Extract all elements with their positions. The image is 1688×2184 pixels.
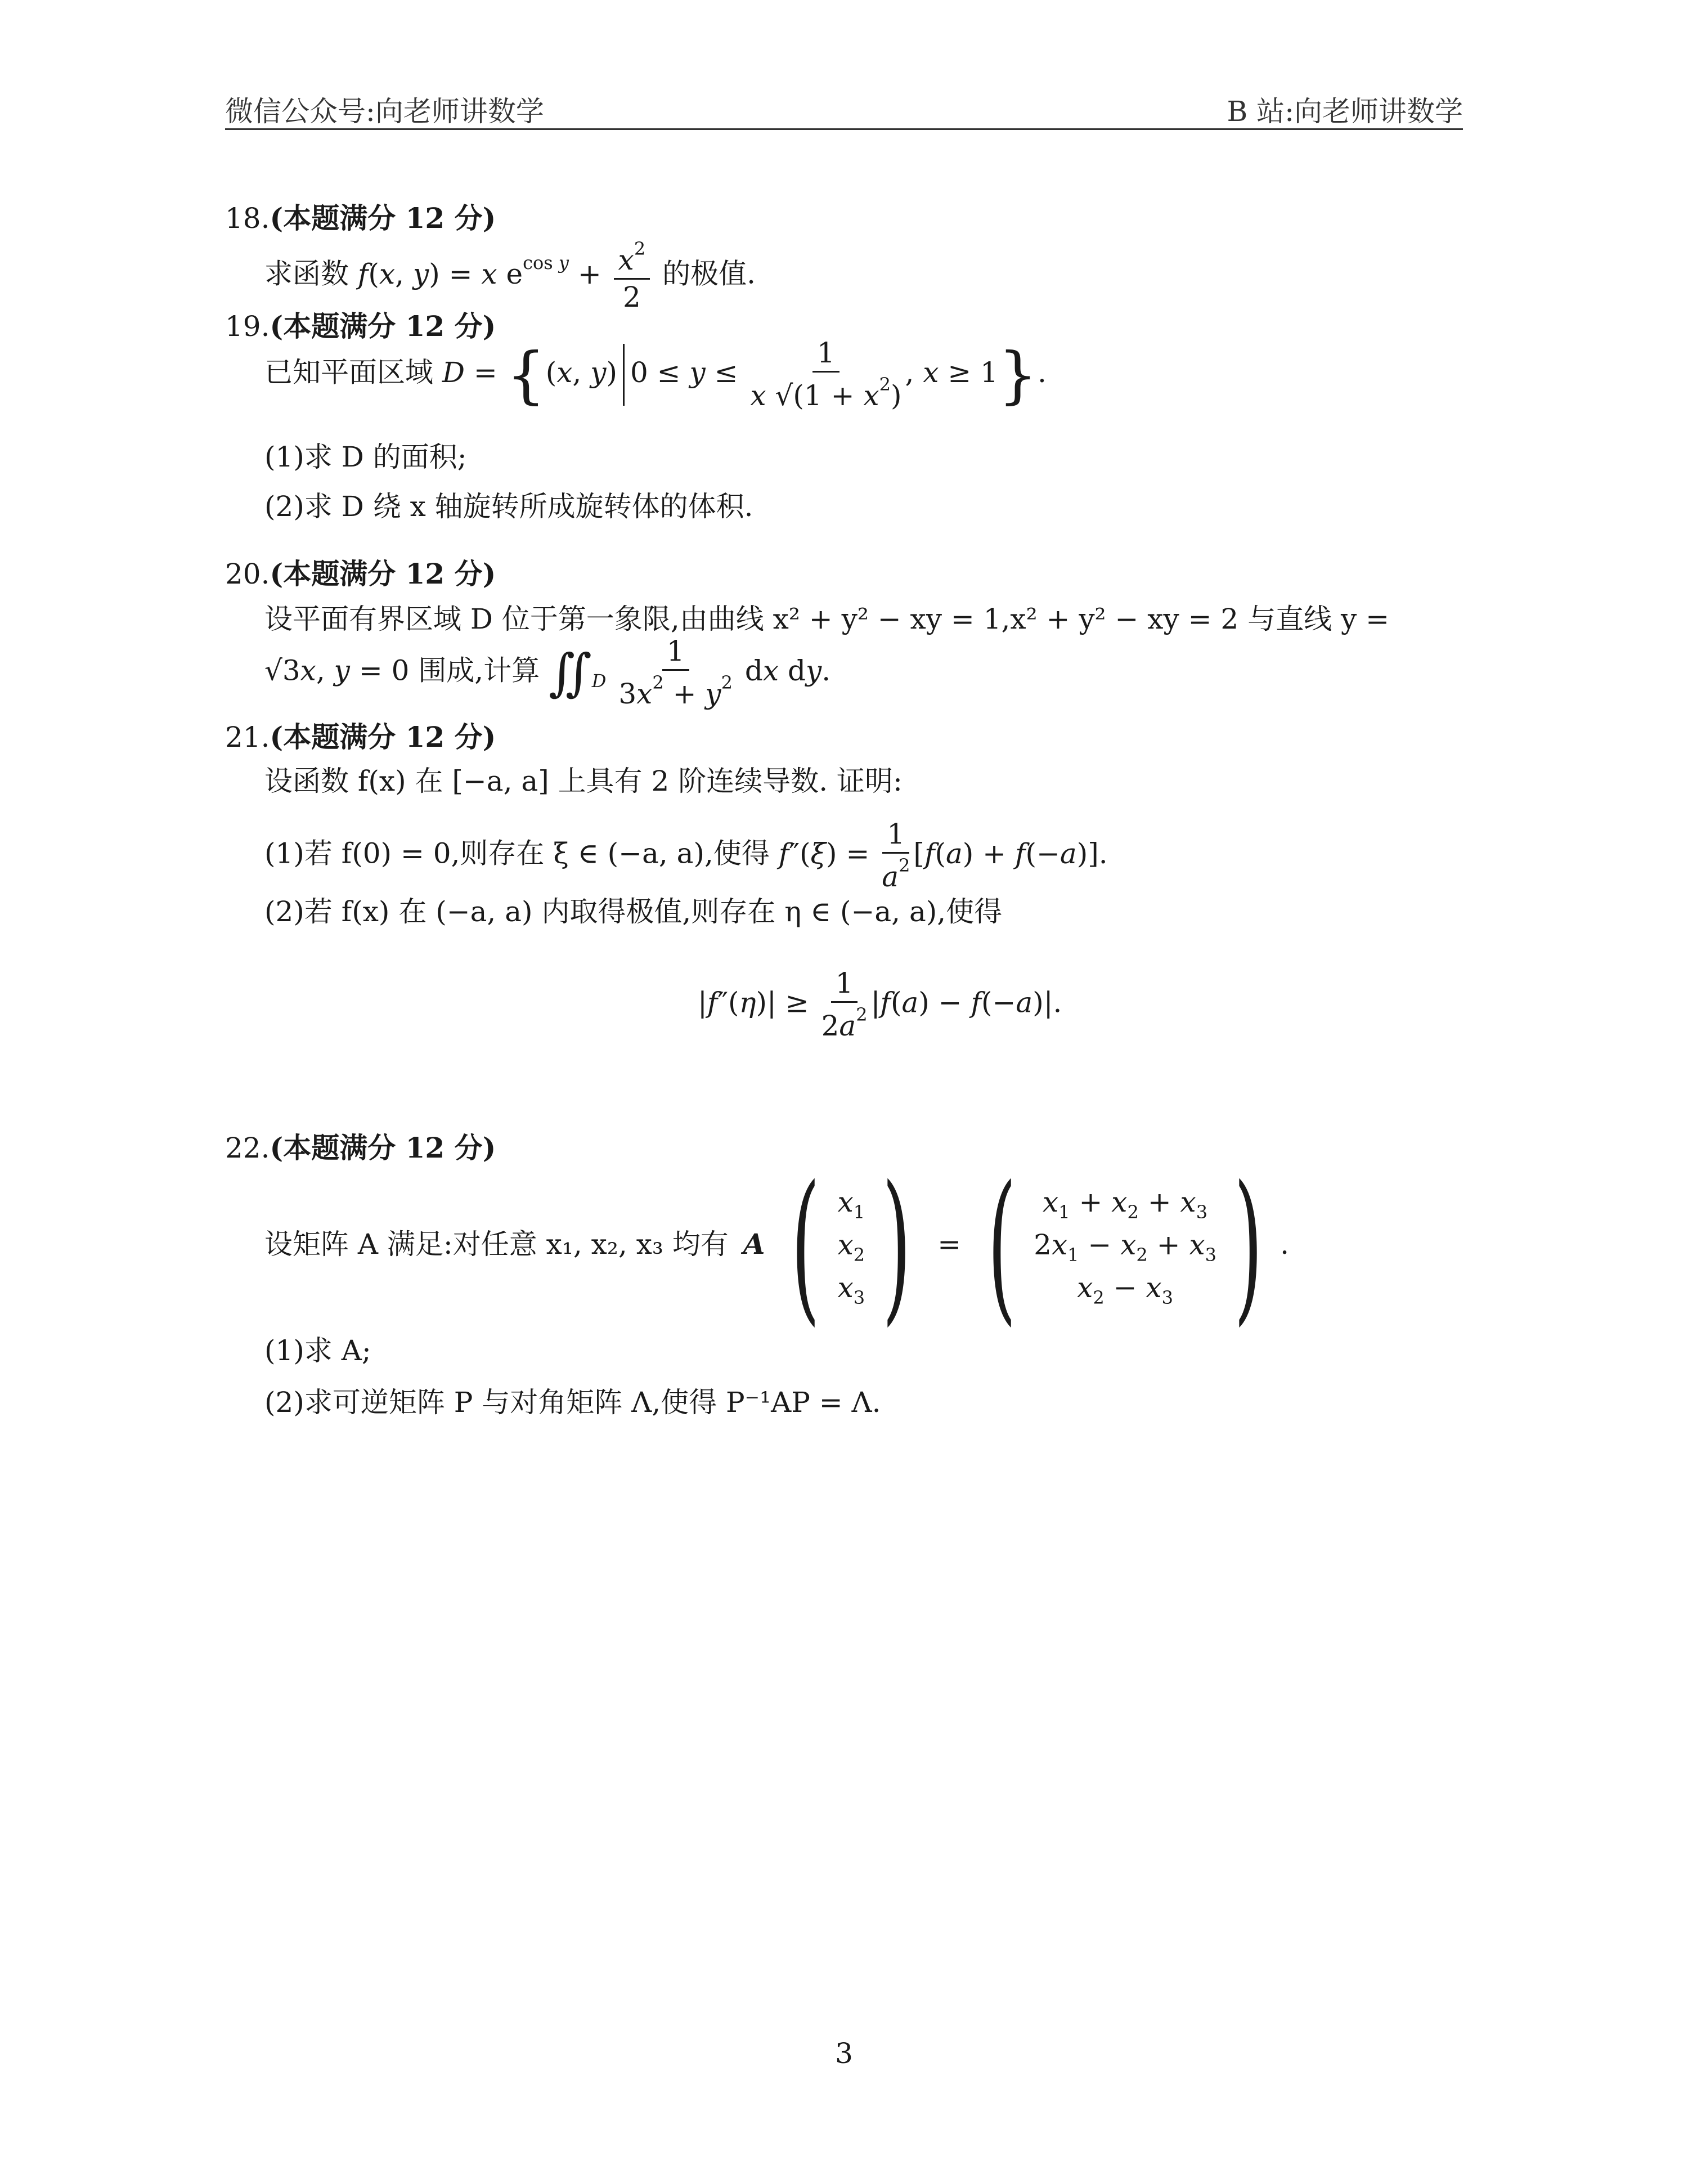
- q22-part1: (1)求 A;: [264, 1334, 371, 1367]
- q21-part2-formula: |f″(η)| ≥ $\frac{1}{2a^2}$ |f(a) − f(−a)|.: [698, 967, 1062, 1042]
- q21-part1-formula: f″(ξ) = $\frac{1}{a^2}$ [f(a) + f(−a)].: [778, 818, 1108, 893]
- q22-vector-x: ( $x_1$ $x_2$ $x_3$ ): [791, 1151, 912, 1341]
- q19-heading: 19.(本题满分 12 分): [225, 310, 496, 343]
- header-right: B 站:向老师讲数学: [1227, 95, 1463, 128]
- q19-statement: 已知平面区域 D = {(x, y) 0 ≤ y ≤ $\frac{1}{x √(1 + x^2)}$ , x ≥ 1}.: [264, 337, 1047, 412]
- page-number: 3: [835, 2037, 853, 2070]
- q22-statement: 设矩阵 A 满足:对任意 x₁, x₂, x₃ 均有 A ( $x_1$ $x_2$ $x_3$ ) = ( $x_1 + x_2 + x_3$ $2x_1 - x_2 + x_3$ $x_2 - x_3$ ) .: [264, 1151, 1290, 1341]
- q21-statement: 设函数 f(x) 在 [−a, a] 上具有 2 阶连续导数. 证明:: [264, 765, 903, 797]
- q19-part2: (2)求 D 绕 x 轴旋转所成旋转体的体积.: [264, 490, 753, 523]
- q18-formula: f(x, y) = x $e^{cos y}$ + $\frac{x^2}{2}$: [358, 258, 653, 290]
- q21-part1: (1)若 f(0) = 0,则存在 ξ ∈ (−a, a),使得 f″(ξ) = $\frac{1}{a^2}$ [f(a) + f(−a)].: [264, 818, 1108, 893]
- q20-line2: √3x, y = 0 围成,计算 $∬_D$ $\frac{1}{3x^2 + y^2}$ dx dy.: [264, 635, 831, 710]
- q18-statement: 求函数 f(x, y) = x $e^{cos y}$ + $\frac{x^2}{2}$ 的极值.: [264, 238, 756, 313]
- q22-heading: 22.(本题满分 12 分): [225, 1131, 496, 1164]
- header-left: 微信公众号:向老师讲数学: [225, 95, 544, 128]
- q18-heading: 18.(本题满分 12 分): [225, 201, 496, 235]
- q19-formula: D = {(x, y) 0 ≤ y ≤ $\frac{1}{x √(1 + x^2)}$ , x ≥ 1}.: [442, 337, 1047, 412]
- q19-part1: (1)求 D 的面积;: [264, 441, 467, 473]
- header-divider: [225, 128, 1463, 130]
- q21-part2: (2)若 f(x) 在 (−a, a) 内取得极值,则存在 η ∈ (−a, a),使得: [264, 895, 1003, 928]
- q20-integral: $∬_D$ $\frac{1}{3x^2 + y^2}$ dx dy.: [549, 635, 831, 710]
- q21-heading: 21.(本题满分 12 分): [225, 720, 496, 754]
- q20-heading: 20.(本题满分 12 分): [225, 557, 496, 590]
- q20-line1: 设平面有界区域 D 位于第一象限,由曲线 x² + y² − xy = 1,x² + y² − xy = 2 与直线 y =: [264, 603, 1390, 635]
- q20-lines: √3x, y = 0: [264, 654, 419, 687]
- q22-part2: (2)求可逆矩阵 P 与对角矩阵 Λ,使得 P⁻¹AP = Λ.: [264, 1386, 881, 1419]
- q22-vector-result: ( $x_1 + x_2 + x_3$ $2x_1 - x_2 + x_3$ $x_2 - x_3$ ): [987, 1151, 1263, 1341]
